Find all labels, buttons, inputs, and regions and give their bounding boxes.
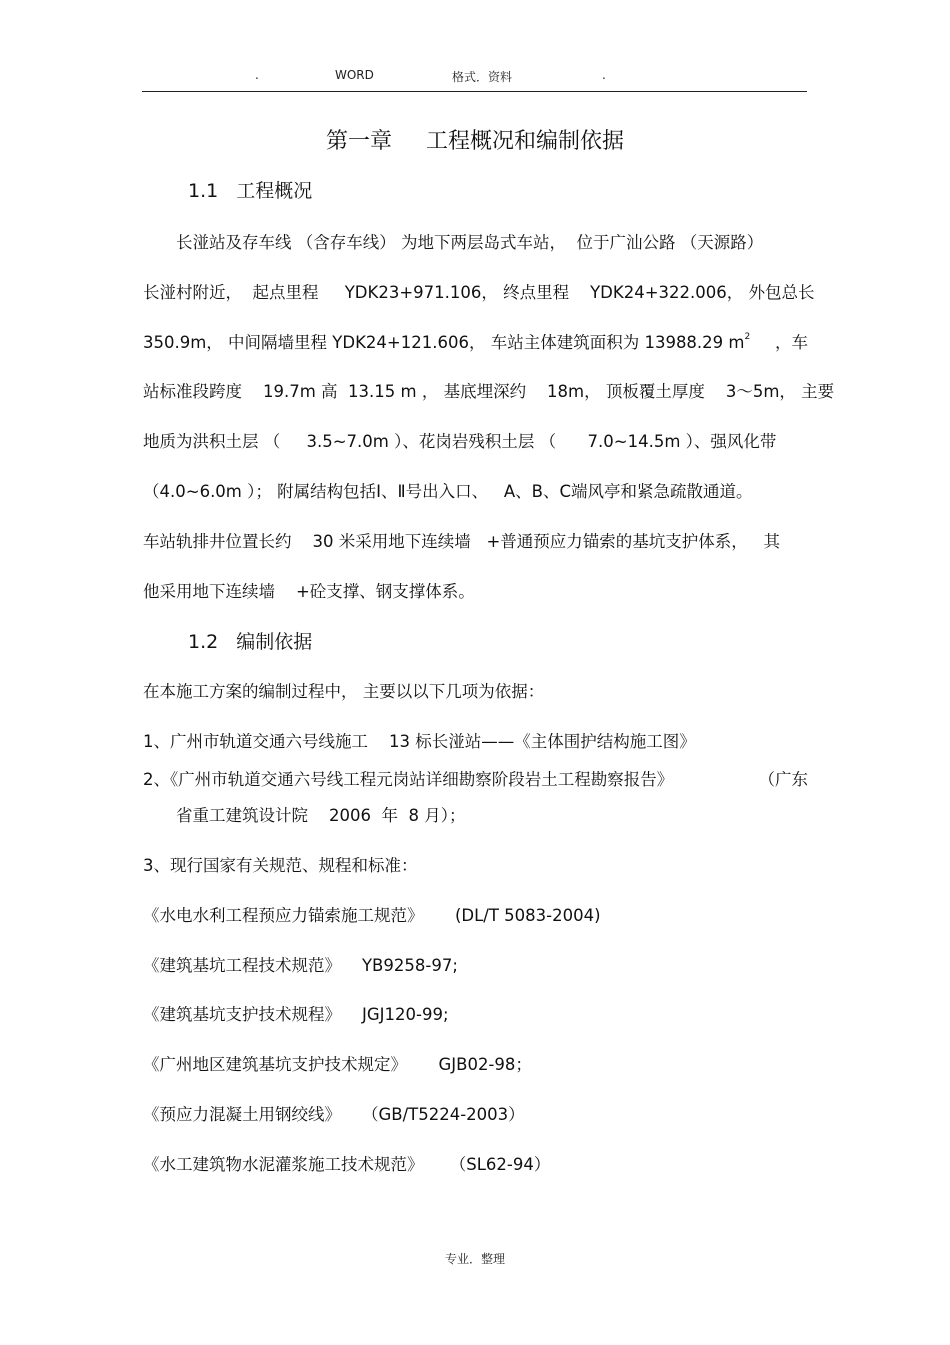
section-number: 1.1 <box>188 180 219 202</box>
basis-item-2-tail: （广东 <box>758 770 808 789</box>
header-format: 格式．资料 <box>452 70 513 84</box>
section-1-2-heading <box>188 627 312 654</box>
standard-item: 《预应力混凝土用钢绞线》 （GB/T5224-2003） <box>143 1105 525 1124</box>
section-1-1-heading <box>188 176 312 203</box>
paragraph-line: 站标准段跨度 19.7m 高 13.15 m ， 基底埋深约 18m， 顶板覆土厚度 3～5m， 主要 <box>143 382 835 401</box>
standard-item: 《水工建筑物水泥灌浆施工技术规范》 （SL62-94） <box>143 1155 551 1174</box>
standard-item: 《广州地区建筑基坑支护技术规定》 GJB02-98； <box>143 1055 532 1074</box>
chapter-heading: 工程概况和编制依据 <box>426 129 625 154</box>
header-rule <box>142 91 807 92</box>
paragraph-line: 他采用地下连续墙 +砼支撑、钢支撑体系。 <box>143 582 475 601</box>
area-tail: ，车 <box>775 333 808 352</box>
header-dot-right: . <box>602 68 606 82</box>
basis-item-2-main: 2、《广州市轨道交通六号线工程元岗站详细勘察阶段岩土工程勘察报告》 <box>143 770 674 789</box>
basis-item-2 <box>143 766 808 790</box>
intro-line: 在本施工方案的编制过程中， 主要以以下几项为依据： <box>143 682 545 701</box>
paragraph-line: 长湴村附近， 起点里程 YDK23+971.106， 终点里程 YDK24+322.006， 外包总长 <box>143 283 815 302</box>
paragraph-line <box>143 329 808 353</box>
section-title: 编制依据 <box>236 631 313 653</box>
standard-item: 《水电水利工程预应力锚索施工规范》 (DL/T 5083-2004) <box>143 906 601 925</box>
area-superscript: 2 <box>744 332 751 342</box>
paragraph-line: 长湴站及存车线 （含存车线） 为地下两层岛式车站， 位于广汕公路 （天源路） <box>176 233 764 252</box>
standard-item: 《建筑基坑工程技术规范》 YB9258-97; <box>143 956 458 975</box>
paragraph-line: 车站轨排井位置长约 30 米采用地下连续墙 +普通预应力锚索的基坑支护体系， 其 <box>143 532 781 551</box>
section-number: 1.2 <box>188 631 219 653</box>
basis-item-2-continuation: 省重工建筑设计院 2006 年 8 月）； <box>176 806 466 825</box>
standard-item: 《建筑基坑支护技术规程》 JGJ120-99; <box>143 1005 449 1024</box>
basis-item-1: 1、广州市轨道交通六号线施工 13 标长湴站——《主体围护结构施工图》 <box>143 732 696 751</box>
header-dot-left: . <box>255 68 259 82</box>
chapter-title <box>0 124 950 155</box>
page-footer: 专业．整理 <box>444 1252 505 1266</box>
basis-item-3: 3、现行国家有关规范、规程和标准： <box>143 856 418 875</box>
chapter-number: 第一章 <box>325 129 392 154</box>
section-title: 工程概况 <box>236 180 313 202</box>
paragraph-line: （4.0~6.0m ）； 附属结构包括Ⅰ、Ⅱ号出入口、 A、B、C端风亭和紧急疏散通道。 <box>143 482 753 501</box>
paragraph-line: 地质为洪积土层 （ 3.5~7.0m ）、花岗岩残积土层 （ 7.0~14.5m ）、强风化带 <box>143 432 777 451</box>
header-word: WORD <box>335 68 374 82</box>
area-text: 350.9m， 中间隔墙里程 YDK24+121.606， 车站主体建筑面积为 13988.29 m <box>143 333 745 352</box>
